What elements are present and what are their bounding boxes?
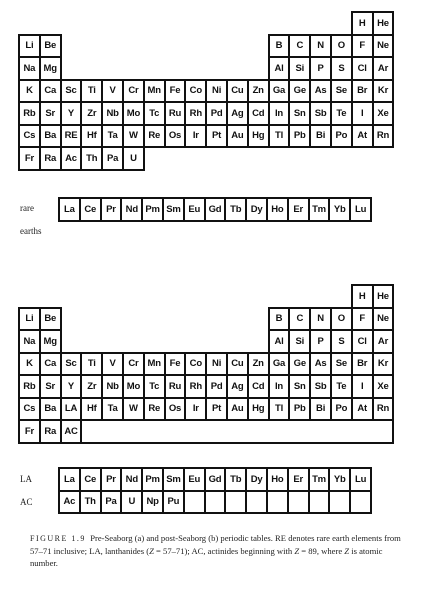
element-cell: Ti — [82, 81, 103, 104]
element-cell: Ne — [374, 309, 395, 332]
cell-border — [101, 79, 124, 81]
element-cell: B — [270, 36, 291, 59]
element-cell: Ra — [41, 148, 62, 171]
lanthanide-cell: Dy — [247, 469, 268, 492]
element-cell: Co — [186, 354, 207, 377]
element-cell: U — [124, 148, 145, 171]
rare-earth-cell: Eu — [185, 199, 206, 222]
cell-border — [18, 352, 20, 377]
cell-border — [18, 307, 20, 332]
element-cell: Hg — [249, 399, 270, 422]
element-cell: Li — [20, 36, 41, 59]
element-cell: Ta — [103, 399, 124, 422]
element-cell: W — [124, 126, 145, 149]
element-cell: LA — [62, 399, 83, 422]
element-cell: Os — [166, 126, 187, 149]
element-cell: Si — [290, 58, 311, 81]
element-cell: Al — [270, 58, 291, 81]
element-cell: Cu — [228, 81, 249, 104]
element-cell: Au — [228, 126, 249, 149]
element-cell: Cd — [249, 376, 270, 399]
element-cell: Cl — [353, 331, 374, 354]
cell-border — [268, 56, 270, 81]
element-cell: Nb — [103, 376, 124, 399]
element-cell: Pt — [207, 126, 228, 149]
rare-earth-cell: Tb — [226, 199, 247, 222]
actinide-cell — [310, 492, 331, 515]
cell-border — [122, 79, 145, 81]
figure-caption — [30, 532, 410, 569]
element-cell: Y — [62, 103, 83, 126]
element-cell: V — [103, 81, 124, 104]
cell-border — [184, 79, 207, 81]
cell-border — [164, 352, 187, 354]
cell-border — [372, 284, 395, 286]
element-cell: H — [353, 286, 374, 309]
element-cell: Sr — [41, 376, 62, 399]
element-cell: V — [103, 354, 124, 377]
cell-border — [122, 352, 145, 354]
element-cell: Mg — [41, 58, 62, 81]
actinides-label: AC — [20, 497, 33, 507]
rare-label: rare — [20, 203, 34, 213]
actinide-cell: Pu — [164, 492, 185, 515]
element-cell: Pa — [103, 148, 124, 171]
actinide-cell: Np — [143, 492, 164, 515]
caption-text-3: = 89, where — [299, 546, 345, 556]
element-cell: C — [290, 36, 311, 59]
rare-earth-cell: Sm — [164, 199, 185, 222]
cell-border — [268, 307, 270, 332]
element-cell: Ba — [41, 126, 62, 149]
cell-border — [60, 79, 83, 81]
element-cell: H — [353, 13, 374, 36]
cell-border — [18, 56, 20, 81]
element-cell: Ra — [41, 421, 62, 444]
element-cell: Na — [20, 331, 41, 354]
cell-border — [18, 101, 20, 126]
rare-earth-cell: Pr — [102, 199, 123, 222]
lanthanide-cell: Er — [289, 469, 310, 492]
actinide-cell: U — [122, 492, 143, 515]
element-cell: N — [311, 36, 332, 59]
lanthanide-cell: Pr — [102, 469, 123, 492]
cell-border — [309, 34, 332, 36]
element-cell: Ga — [270, 354, 291, 377]
element-cell: Sn — [290, 103, 311, 126]
empty-remainder-cell — [82, 421, 394, 444]
lanthanide-cell: Tb — [226, 469, 247, 492]
cell-border — [143, 79, 166, 81]
element-cell: In — [270, 376, 291, 399]
element-cell: Br — [353, 354, 374, 377]
earths-label: earths — [20, 226, 42, 236]
element-cell: Rn — [374, 399, 395, 422]
element-cell: Rn — [374, 126, 395, 149]
cell-border — [330, 34, 353, 36]
element-cell: Ir — [186, 399, 207, 422]
lanthanide-cell: Pm — [143, 469, 164, 492]
rare-earth-cell: Ho — [268, 199, 289, 222]
element-cell: At — [353, 399, 374, 422]
element-cell: At — [353, 126, 374, 149]
element-cell: Cr — [124, 354, 145, 377]
element-cell: Ag — [228, 376, 249, 399]
element-cell: O — [332, 36, 353, 59]
element-cell: Kr — [374, 354, 395, 377]
actinide-cell — [330, 492, 351, 515]
element-cell: Pt — [207, 399, 228, 422]
element-cell: Xe — [374, 376, 395, 399]
lanthanide-cell: Eu — [185, 469, 206, 492]
element-cell: Rh — [186, 103, 207, 126]
cell-border — [60, 352, 83, 354]
rare-earth-cell: Gd — [206, 199, 227, 222]
cell-border — [226, 352, 249, 354]
element-cell: Se — [332, 354, 353, 377]
rare-earth-cell: Nd — [122, 199, 143, 222]
rare-earth-cell: Ce — [81, 199, 102, 222]
rare-earth-cell: Er — [289, 199, 310, 222]
element-cell: Zr — [82, 376, 103, 399]
element-cell: Cr — [124, 81, 145, 104]
element-cell: C — [290, 309, 311, 332]
element-cell: Cs — [20, 126, 41, 149]
element-cell: Ar — [374, 331, 395, 354]
element-cell: K — [20, 81, 41, 104]
actinide-cell — [247, 492, 268, 515]
element-cell: Y — [62, 376, 83, 399]
cell-border — [18, 307, 41, 309]
lanthanide-cell: Sm — [164, 469, 185, 492]
element-cell: He — [374, 286, 395, 309]
element-cell: Rb — [20, 376, 41, 399]
element-cell: Pb — [290, 399, 311, 422]
lanthanide-cell: La — [60, 469, 81, 492]
cell-border — [268, 329, 270, 354]
element-cell: Na — [20, 58, 41, 81]
element-cell: Fe — [166, 81, 187, 104]
cell-border — [268, 34, 291, 36]
element-cell: Te — [332, 376, 353, 399]
cell-border — [18, 374, 20, 399]
actinide-cell: Ac — [60, 492, 81, 515]
element-cell: F — [353, 309, 374, 332]
cell-border — [268, 307, 291, 309]
actinide-cell — [289, 492, 310, 515]
cell-border — [18, 124, 20, 149]
element-cell: W — [124, 399, 145, 422]
lanthanide-cell: Gd — [206, 469, 227, 492]
caption-z3: Z — [344, 546, 350, 556]
element-cell: Rh — [186, 376, 207, 399]
element-cell: Se — [332, 81, 353, 104]
cell-border — [309, 307, 332, 309]
element-cell: Ni — [207, 354, 228, 377]
element-cell: Zr — [82, 103, 103, 126]
element-cell: Cu — [228, 354, 249, 377]
cell-border — [351, 11, 374, 13]
cell-border — [18, 79, 20, 104]
element-cell: P — [311, 331, 332, 354]
element-cell: P — [311, 58, 332, 81]
element-cell: As — [311, 354, 332, 377]
cell-border — [101, 352, 124, 354]
element-cell: Ni — [207, 81, 228, 104]
cell-border — [205, 79, 228, 81]
element-cell: AC — [62, 421, 83, 444]
lanthanide-cell: Nd — [122, 469, 143, 492]
cell-border — [247, 79, 270, 81]
rare-earth-cell: Yb — [330, 199, 351, 222]
cell-border — [247, 352, 270, 354]
element-cell: Zn — [249, 354, 270, 377]
element-cell: Nb — [103, 103, 124, 126]
element-cell: Tl — [270, 126, 291, 149]
rare-earth-cell: La — [60, 199, 81, 222]
element-cell: N — [311, 309, 332, 332]
element-cell: B — [270, 309, 291, 332]
element-cell: Co — [186, 81, 207, 104]
element-cell: Au — [228, 399, 249, 422]
element-cell: Ba — [41, 399, 62, 422]
element-cell: Al — [270, 331, 291, 354]
cell-border — [18, 34, 20, 59]
element-cell: Sb — [311, 103, 332, 126]
element-cell: Pb — [290, 126, 311, 149]
element-cell: Ga — [270, 81, 291, 104]
element-cell: K — [20, 354, 41, 377]
element-cell: Re — [145, 126, 166, 149]
element-cell: Bi — [311, 399, 332, 422]
element-cell: Be — [41, 309, 62, 332]
cell-border — [226, 79, 249, 81]
figure-label: FIGURE 1.9 — [30, 534, 86, 543]
cell-border — [39, 34, 62, 36]
cell-border — [351, 11, 353, 36]
caption-text-2: = 57–71); AC, actinides beginning with — [153, 546, 295, 556]
element-cell: Sc — [62, 354, 83, 377]
element-cell: Cd — [249, 103, 270, 126]
actinide-cell — [351, 492, 372, 515]
actinide-cell — [185, 492, 206, 515]
actinide-cell: Pa — [102, 492, 123, 515]
element-cell: Fr — [20, 421, 41, 444]
element-cell: Ar — [374, 58, 395, 81]
element-cell: In — [270, 103, 291, 126]
caption-z2: Z — [294, 546, 300, 556]
element-cell: Sb — [311, 376, 332, 399]
element-cell: Ge — [290, 354, 311, 377]
rare-earth-cell: Pm — [143, 199, 164, 222]
element-cell: Tc — [145, 103, 166, 126]
actinide-cell — [268, 492, 289, 515]
element-cell: S — [332, 58, 353, 81]
element-cell: O — [332, 309, 353, 332]
element-cell: Ne — [374, 36, 395, 59]
element-cell: Ir — [186, 126, 207, 149]
cell-border — [288, 307, 311, 309]
element-cell: Th — [82, 148, 103, 171]
element-cell: Ru — [166, 376, 187, 399]
cell-border — [184, 352, 207, 354]
element-cell: Po — [332, 126, 353, 149]
element-cell: Li — [20, 309, 41, 332]
element-cell: Hg — [249, 126, 270, 149]
cell-border — [268, 34, 270, 59]
element-cell: As — [311, 81, 332, 104]
cell-border — [18, 34, 41, 36]
element-cell: Tl — [270, 399, 291, 422]
element-cell: Rb — [20, 103, 41, 126]
cell-border — [288, 34, 311, 36]
cell-border — [205, 352, 228, 354]
cell-border — [372, 11, 395, 13]
element-cell: RE — [62, 126, 83, 149]
actinide-cell — [226, 492, 247, 515]
element-cell: Ac — [62, 148, 83, 171]
element-cell: Si — [290, 331, 311, 354]
cell-border — [330, 307, 353, 309]
element-cell: Ru — [166, 103, 187, 126]
cell-border — [143, 352, 166, 354]
element-cell: Mo — [124, 103, 145, 126]
element-cell: Mn — [145, 354, 166, 377]
element-cell: Bi — [311, 126, 332, 149]
element-cell: Sn — [290, 376, 311, 399]
caption-text-4: is atomic number. — [30, 546, 383, 568]
element-cell: Ti — [82, 354, 103, 377]
cell-border — [164, 79, 187, 81]
element-cell: Fr — [20, 148, 41, 171]
element-cell: Ta — [103, 126, 124, 149]
cell-border — [80, 352, 103, 354]
element-cell: S — [332, 331, 353, 354]
rare-earth-cell: Lu — [351, 199, 372, 222]
cell-border — [18, 146, 20, 171]
cell-border — [39, 307, 62, 309]
element-cell: I — [353, 376, 374, 399]
element-cell: Sc — [62, 81, 83, 104]
element-cell: Mn — [145, 81, 166, 104]
element-cell: Re — [145, 399, 166, 422]
element-cell: Ag — [228, 103, 249, 126]
element-cell: Os — [166, 399, 187, 422]
lanthanide-cell: Tm — [310, 469, 331, 492]
element-cell: Cl — [353, 58, 374, 81]
element-cell: Te — [332, 103, 353, 126]
element-cell: Ge — [290, 81, 311, 104]
element-cell: Mg — [41, 331, 62, 354]
lanthanide-cell: Ho — [268, 469, 289, 492]
element-cell: Fe — [166, 354, 187, 377]
caption-z1: Z — [149, 546, 154, 556]
element-cell: Sr — [41, 103, 62, 126]
actinide-cell: Th — [81, 492, 102, 515]
element-cell: Cs — [20, 399, 41, 422]
lanthanide-cell: Lu — [351, 469, 372, 492]
element-cell: Hf — [82, 126, 103, 149]
caption-text-1: Pre-Seaborg (a) and post-Seaborg (b) periodic tables. RE denotes rare earth elements from 57–71 inclusive; LA, lanthanides ( — [30, 533, 401, 556]
cell-border — [18, 329, 20, 354]
element-cell: Pd — [207, 376, 228, 399]
element-cell: I — [353, 103, 374, 126]
element-cell: Po — [332, 399, 353, 422]
cell-border — [18, 397, 20, 422]
lanthanide-cell: Ce — [81, 469, 102, 492]
element-cell: Xe — [374, 103, 395, 126]
element-cell: Hf — [82, 399, 103, 422]
element-cell: Be — [41, 36, 62, 59]
element-cell: Kr — [374, 81, 395, 104]
cell-border — [18, 419, 20, 444]
element-cell: Ca — [41, 354, 62, 377]
cell-border — [80, 79, 103, 81]
cell-border — [351, 284, 353, 309]
element-cell: Pd — [207, 103, 228, 126]
element-cell: Ca — [41, 81, 62, 104]
cell-border — [351, 284, 374, 286]
lanthanides-label: LA — [20, 474, 32, 484]
lanthanide-cell: Yb — [330, 469, 351, 492]
element-cell: Zn — [249, 81, 270, 104]
element-cell: He — [374, 13, 395, 36]
element-cell: F — [353, 36, 374, 59]
element-cell: Br — [353, 81, 374, 104]
rare-earth-cell: Dy — [247, 199, 268, 222]
rare-earth-cell: Tm — [310, 199, 331, 222]
element-cell: Mo — [124, 376, 145, 399]
element-cell: Tc — [145, 376, 166, 399]
actinide-cell — [206, 492, 227, 515]
